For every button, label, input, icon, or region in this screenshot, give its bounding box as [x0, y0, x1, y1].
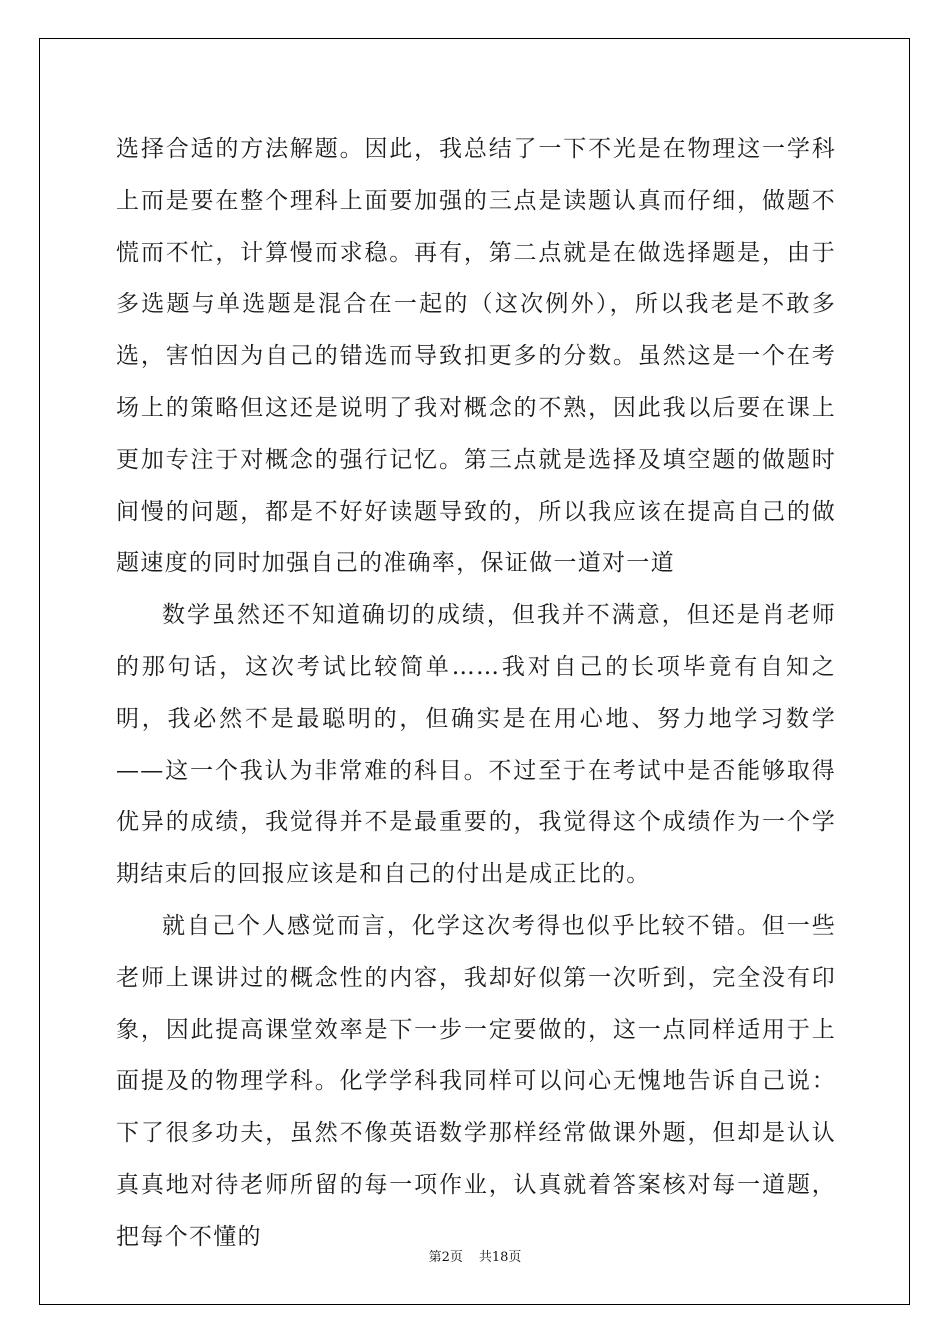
page-number: 第2页 [428, 1250, 463, 1265]
document-body [116, 124, 836, 1264]
page-total: 共18页 [478, 1250, 522, 1265]
paragraph-3: 就自己个人感觉而言，化学这次考得也似乎比较不错。但一些老师上课讲过的概念性的内容，我却好似第一次听到，完全没有印象，因此提高课堂效率是下一步一定要做的，这一点同样适用于上面提及的物理学科。化学学科我同样可以问心无愧地告诉自己说：下了很多功夫，虽然不像英语数学那样经常做课外题，但却是认认真真地对待老师所留的每一项作业，认真就着答案核对每一道题，把每个不懂的 [116, 912, 836, 1250]
page-footer [0, 1246, 950, 1265]
paragraph-2: 数学虽然还不知道确切的成绩，但我并不满意，但还是肖老师的那句话，这次考试比较简单……我对自己的长项毕竟有自知之明，我必然不是最聪明的，但确实是在用心地、努力地学习数学——这一个我认为非常难的科目。不过至于在考试中是否能够取得优异的成绩，我觉得并不是最重要的，我觉得这个成绩作为一个学期结束后的回报应该是和自己的付出是成正比的。 [116, 602, 836, 888]
paragraph-1: 选择合适的方法解题。因此，我总结了一下不光是在物理这一学科上而是要在整个理科上面要加强的三点是读题认真而仔细，做题不慌而不忙，计算慢而求稳。再有，第二点就是在做选择题是，由于多选题与单选题是混合在一起的（这次例外），所以我老是不敢多选，害怕因为自己的错选而导致扣更多的分数。虽然这是一个在考场上的策略但这还是说明了我对概念的不熟，因此我以后要在课上更加专注于对概念的强行记忆。第三点就是选择及填空题的做题时间慢的问题，都是不好好读题导致的，所以我应该在提高自己的做题速度的同时加强自己的准确率，保证做一道对一道 [116, 136, 836, 577]
